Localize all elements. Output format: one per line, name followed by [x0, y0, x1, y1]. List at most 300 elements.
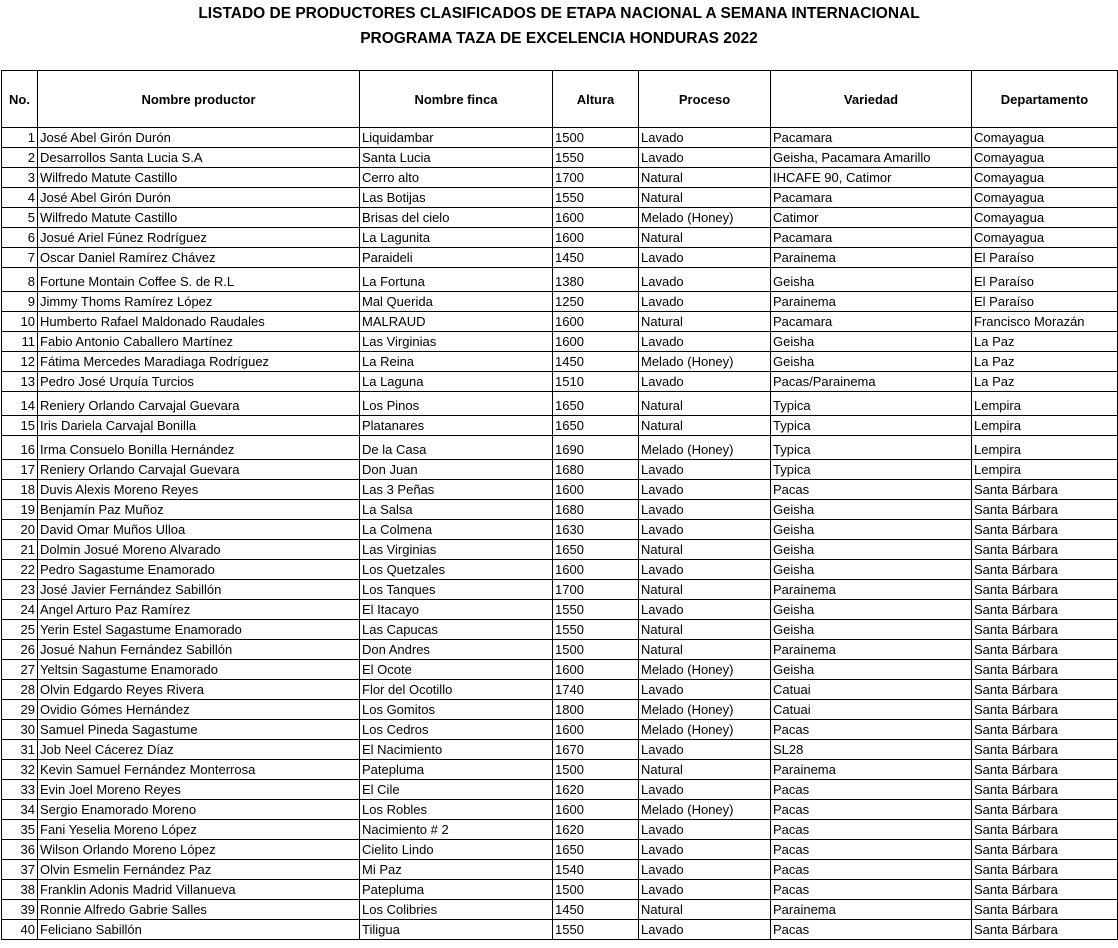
- cell-variety: Geisha: [771, 540, 972, 560]
- cell-altitude: 1250: [553, 292, 639, 312]
- cell-variety: Catimor: [771, 208, 972, 228]
- cell-farm-name: Tiligua: [360, 920, 553, 940]
- cell-row-number: 23: [2, 580, 38, 600]
- header-variety: Variedad: [771, 71, 972, 128]
- cell-variety: Parainema: [771, 640, 972, 660]
- cell-producer-name: Oscar Daniel Ramírez Chávez: [38, 248, 360, 268]
- cell-variety: Parainema: [771, 292, 972, 312]
- cell-altitude: 1500: [553, 880, 639, 900]
- cell-producer-name: Kevin Samuel Fernández Monterrosa: [38, 760, 360, 780]
- cell-producer-name: Fani Yeselia Moreno López: [38, 820, 360, 840]
- cell-farm-name: El Nacimiento: [360, 740, 553, 760]
- cell-process: Lavado: [639, 520, 771, 540]
- cell-altitude: 1600: [553, 800, 639, 820]
- cell-row-number: 34: [2, 800, 38, 820]
- cell-process: Natural: [639, 188, 771, 208]
- cell-row-number: 28: [2, 680, 38, 700]
- cell-variety: Pacas: [771, 920, 972, 940]
- cell-row-number: 40: [2, 920, 38, 940]
- table-header-row: [2, 71, 1118, 128]
- cell-variety: Typica: [771, 460, 972, 480]
- cell-variety: Pacamara: [771, 312, 972, 332]
- cell-row-number: 8: [2, 268, 38, 292]
- cell-row-number: 24: [2, 600, 38, 620]
- cell-producer-name: Sergio Enamorado Moreno: [38, 800, 360, 820]
- cell-department: Comayagua: [972, 168, 1118, 188]
- cell-altitude: 1620: [553, 820, 639, 840]
- cell-farm-name: Cerro alto: [360, 168, 553, 188]
- cell-process: Lavado: [639, 292, 771, 312]
- table-row: [2, 292, 1118, 312]
- cell-department: Santa Bárbara: [972, 580, 1118, 600]
- cell-process: Natural: [639, 640, 771, 660]
- cell-altitude: 1630: [553, 520, 639, 540]
- cell-altitude: 1600: [553, 480, 639, 500]
- table-body: [2, 128, 1118, 940]
- table-row: [2, 248, 1118, 268]
- cell-variety: Typica: [771, 416, 972, 436]
- table-row: [2, 208, 1118, 228]
- cell-variety: Geisha: [771, 660, 972, 680]
- cell-variety: Pacas: [771, 780, 972, 800]
- cell-producer-name: Wilson Orlando Moreno López: [38, 840, 360, 860]
- cell-farm-name: La Reina: [360, 352, 553, 372]
- cell-farm-name: La Lagunita: [360, 228, 553, 248]
- cell-farm-name: Mal Querida: [360, 292, 553, 312]
- table-row: [2, 228, 1118, 248]
- table-row: [2, 840, 1118, 860]
- cell-row-number: 27: [2, 660, 38, 680]
- cell-row-number: 37: [2, 860, 38, 880]
- cell-row-number: 4: [2, 188, 38, 208]
- cell-altitude: 1600: [553, 228, 639, 248]
- cell-altitude: 1380: [553, 268, 639, 292]
- cell-department: Lempira: [972, 460, 1118, 480]
- cell-process: Lavado: [639, 780, 771, 800]
- cell-department: Santa Bárbara: [972, 660, 1118, 680]
- cell-variety: Geisha: [771, 268, 972, 292]
- cell-department: Santa Bárbara: [972, 900, 1118, 920]
- cell-producer-name: Desarrollos Santa Lucia S.A: [38, 148, 360, 168]
- table-row: [2, 188, 1118, 208]
- cell-process: Natural: [639, 228, 771, 248]
- cell-altitude: 1550: [553, 920, 639, 940]
- cell-row-number: 21: [2, 540, 38, 560]
- cell-variety: Geisha: [771, 352, 972, 372]
- cell-row-number: 6: [2, 228, 38, 248]
- cell-process: Lavado: [639, 460, 771, 480]
- cell-department: La Paz: [972, 372, 1118, 392]
- cell-process: Natural: [639, 620, 771, 640]
- table-row: [2, 680, 1118, 700]
- table-row: [2, 660, 1118, 680]
- cell-altitude: 1550: [553, 620, 639, 640]
- cell-row-number: 31: [2, 740, 38, 760]
- cell-department: Santa Bárbara: [972, 620, 1118, 640]
- cell-farm-name: Flor del Ocotillo: [360, 680, 553, 700]
- cell-row-number: 11: [2, 332, 38, 352]
- table-row: [2, 920, 1118, 940]
- cell-row-number: 7: [2, 248, 38, 268]
- cell-variety: Pacas: [771, 860, 972, 880]
- cell-variety: Pacas: [771, 880, 972, 900]
- table-row: [2, 268, 1118, 292]
- cell-variety: Pacas: [771, 840, 972, 860]
- table-row: [2, 900, 1118, 920]
- cell-altitude: 1540: [553, 860, 639, 880]
- cell-altitude: 1650: [553, 392, 639, 416]
- cell-altitude: 1500: [553, 640, 639, 660]
- cell-process: Melado (Honey): [639, 700, 771, 720]
- cell-farm-name: Paraideli: [360, 248, 553, 268]
- cell-department: La Paz: [972, 352, 1118, 372]
- cell-altitude: 1800: [553, 700, 639, 720]
- cell-row-number: 12: [2, 352, 38, 372]
- table-row: [2, 312, 1118, 332]
- cell-farm-name: La Fortuna: [360, 268, 553, 292]
- cell-row-number: 35: [2, 820, 38, 840]
- cell-department: Lempira: [972, 392, 1118, 416]
- cell-variety: Typica: [771, 436, 972, 460]
- cell-variety: Pacas: [771, 820, 972, 840]
- cell-farm-name: Las Virginias: [360, 540, 553, 560]
- cell-altitude: 1700: [553, 580, 639, 600]
- cell-producer-name: Yeltsin Sagastume Enamorado: [38, 660, 360, 680]
- cell-process: Lavado: [639, 860, 771, 880]
- cell-row-number: 33: [2, 780, 38, 800]
- cell-row-number: 17: [2, 460, 38, 480]
- cell-farm-name: Brisas del cielo: [360, 208, 553, 228]
- table-row: [2, 800, 1118, 820]
- cell-farm-name: Las 3 Peñas: [360, 480, 553, 500]
- cell-farm-name: Las Botijas: [360, 188, 553, 208]
- cell-department: La Paz: [972, 332, 1118, 352]
- cell-process: Lavado: [639, 920, 771, 940]
- cell-row-number: 15: [2, 416, 38, 436]
- cell-altitude: 1600: [553, 332, 639, 352]
- cell-variety: Geisha: [771, 520, 972, 540]
- cell-altitude: 1650: [553, 540, 639, 560]
- table-row: [2, 332, 1118, 352]
- header-altitude: Altura: [553, 71, 639, 128]
- cell-department: Santa Bárbara: [972, 700, 1118, 720]
- cell-variety: Pacamara: [771, 188, 972, 208]
- cell-farm-name: MALRAUD: [360, 312, 553, 332]
- cell-producer-name: Fátima Mercedes Maradiaga Rodríguez: [38, 352, 360, 372]
- cell-process: Natural: [639, 392, 771, 416]
- cell-variety: Geisha: [771, 620, 972, 640]
- cell-producer-name: Josué Ariel Fúnez Rodríguez: [38, 228, 360, 248]
- cell-farm-name: Cielito Lindo: [360, 840, 553, 860]
- cell-producer-name: José Abel Girón Durón: [38, 128, 360, 148]
- cell-producer-name: Jimmy Thoms Ramírez López: [38, 292, 360, 312]
- cell-producer-name: Yerin Estel Sagastume Enamorado: [38, 620, 360, 640]
- cell-variety: Geisha, Pacamara Amarillo: [771, 148, 972, 168]
- cell-process: Lavado: [639, 600, 771, 620]
- cell-department: Lempira: [972, 416, 1118, 436]
- cell-process: Melado (Honey): [639, 660, 771, 680]
- table-row: [2, 480, 1118, 500]
- cell-producer-name: Franklin Adonis Madrid Villanueva: [38, 880, 360, 900]
- cell-producer-name: Feliciano Sabillón: [38, 920, 360, 940]
- cell-department: Francisco Morazán: [972, 312, 1118, 332]
- cell-department: Comayagua: [972, 208, 1118, 228]
- cell-row-number: 29: [2, 700, 38, 720]
- cell-farm-name: Los Colibries: [360, 900, 553, 920]
- cell-department: Santa Bárbara: [972, 740, 1118, 760]
- table-row: [2, 700, 1118, 720]
- cell-farm-name: La Colmena: [360, 520, 553, 540]
- cell-row-number: 38: [2, 880, 38, 900]
- cell-altitude: 1600: [553, 660, 639, 680]
- cell-variety: Pacas/Parainema: [771, 372, 972, 392]
- cell-variety: Pacas: [771, 720, 972, 740]
- cell-variety: Pacamara: [771, 128, 972, 148]
- cell-producer-name: Duvis Alexis Moreno Reyes: [38, 480, 360, 500]
- cell-process: Melado (Honey): [639, 800, 771, 820]
- cell-variety: Parainema: [771, 248, 972, 268]
- table-row: [2, 780, 1118, 800]
- table-row: [2, 540, 1118, 560]
- table-row: [2, 168, 1118, 188]
- cell-altitude: 1690: [553, 436, 639, 460]
- cell-producer-name: Humberto Rafael Maldonado Raudales: [38, 312, 360, 332]
- cell-process: Natural: [639, 168, 771, 188]
- cell-variety: Catuai: [771, 680, 972, 700]
- cell-farm-name: Los Cedros: [360, 720, 553, 740]
- table-row: [2, 880, 1118, 900]
- header-no: No.: [2, 71, 38, 128]
- cell-row-number: 10: [2, 312, 38, 332]
- cell-producer-name: David Omar Muños Ulloa: [38, 520, 360, 540]
- cell-process: Lavado: [639, 480, 771, 500]
- table-row: [2, 352, 1118, 372]
- cell-department: Comayagua: [972, 228, 1118, 248]
- cell-farm-name: Los Tanques: [360, 580, 553, 600]
- cell-variety: IHCAFE 90, Catimor: [771, 168, 972, 188]
- table-row: [2, 740, 1118, 760]
- table-row: [2, 560, 1118, 580]
- cell-farm-name: La Laguna: [360, 372, 553, 392]
- cell-row-number: 25: [2, 620, 38, 640]
- cell-row-number: 19: [2, 500, 38, 520]
- cell-department: Lempira: [972, 436, 1118, 460]
- cell-department: Santa Bárbara: [972, 760, 1118, 780]
- cell-producer-name: Reniery Orlando Carvajal Guevara: [38, 460, 360, 480]
- cell-department: Santa Bárbara: [972, 780, 1118, 800]
- cell-producer-name: Evin Joel Moreno Reyes: [38, 780, 360, 800]
- cell-process: Lavado: [639, 372, 771, 392]
- table-row: [2, 580, 1118, 600]
- cell-department: Santa Bárbara: [972, 500, 1118, 520]
- cell-department: Santa Bárbara: [972, 560, 1118, 580]
- cell-variety: SL28: [771, 740, 972, 760]
- table-row: [2, 460, 1118, 480]
- cell-producer-name: Wilfredo Matute Castillo: [38, 168, 360, 188]
- cell-process: Melado (Honey): [639, 352, 771, 372]
- cell-row-number: 32: [2, 760, 38, 780]
- cell-altitude: 1600: [553, 208, 639, 228]
- cell-farm-name: Las Virginias: [360, 332, 553, 352]
- table-row: [2, 128, 1118, 148]
- cell-farm-name: El Ocote: [360, 660, 553, 680]
- cell-altitude: 1680: [553, 460, 639, 480]
- cell-producer-name: Olvin Edgardo Reyes Rivera: [38, 680, 360, 700]
- cell-row-number: 30: [2, 720, 38, 740]
- cell-altitude: 1740: [553, 680, 639, 700]
- table-row: [2, 620, 1118, 640]
- cell-altitude: 1680: [553, 500, 639, 520]
- table-row: [2, 860, 1118, 880]
- cell-altitude: 1600: [553, 560, 639, 580]
- cell-altitude: 1700: [553, 168, 639, 188]
- cell-altitude: 1600: [553, 312, 639, 332]
- cell-farm-name: Las Capucas: [360, 620, 553, 640]
- cell-department: Santa Bárbara: [972, 920, 1118, 940]
- cell-farm-name: El Cile: [360, 780, 553, 800]
- table-row: [2, 520, 1118, 540]
- table-row: [2, 436, 1118, 460]
- cell-altitude: 1670: [553, 740, 639, 760]
- cell-producer-name: Angel Arturo Paz Ramírez: [38, 600, 360, 620]
- cell-altitude: 1550: [553, 188, 639, 208]
- table-row: [2, 640, 1118, 660]
- cell-farm-name: Mi Paz: [360, 860, 553, 880]
- cell-department: Santa Bárbara: [972, 680, 1118, 700]
- cell-department: El Paraíso: [972, 292, 1118, 312]
- cell-department: Santa Bárbara: [972, 720, 1118, 740]
- table-row: [2, 820, 1118, 840]
- cell-department: Santa Bárbara: [972, 520, 1118, 540]
- cell-producer-name: Pedro José Urquía Turcios: [38, 372, 360, 392]
- header-department: Departamento: [972, 71, 1118, 128]
- cell-department: Comayagua: [972, 188, 1118, 208]
- cell-row-number: 36: [2, 840, 38, 860]
- cell-row-number: 13: [2, 372, 38, 392]
- cell-row-number: 5: [2, 208, 38, 228]
- cell-farm-name: Don Juan: [360, 460, 553, 480]
- cell-farm-name: Don Andres: [360, 640, 553, 660]
- cell-department: Santa Bárbara: [972, 820, 1118, 840]
- cell-producer-name: Pedro Sagastume Enamorado: [38, 560, 360, 580]
- cell-farm-name: La Salsa: [360, 500, 553, 520]
- cell-altitude: 1450: [553, 352, 639, 372]
- cell-department: Santa Bárbara: [972, 480, 1118, 500]
- cell-department: El Paraíso: [972, 248, 1118, 268]
- cell-variety: Geisha: [771, 500, 972, 520]
- cell-producer-name: Josué Nahun Fernández Sabillón: [38, 640, 360, 660]
- cell-variety: Geisha: [771, 332, 972, 352]
- table-row: [2, 760, 1118, 780]
- cell-process: Natural: [639, 580, 771, 600]
- cell-producer-name: Samuel Pineda Sagastume: [38, 720, 360, 740]
- cell-department: Comayagua: [972, 148, 1118, 168]
- cell-altitude: 1600: [553, 720, 639, 740]
- cell-row-number: 26: [2, 640, 38, 660]
- table-row: [2, 148, 1118, 168]
- cell-department: Santa Bárbara: [972, 860, 1118, 880]
- cell-process: Lavado: [639, 500, 771, 520]
- cell-variety: Parainema: [771, 580, 972, 600]
- table-row: [2, 392, 1118, 416]
- cell-altitude: 1650: [553, 840, 639, 860]
- cell-process: Lavado: [639, 148, 771, 168]
- cell-producer-name: Reniery Orlando Carvajal Guevara: [38, 392, 360, 416]
- cell-variety: Typica: [771, 392, 972, 416]
- cell-variety: Pacas: [771, 480, 972, 500]
- cell-department: Comayagua: [972, 128, 1118, 148]
- cell-producer-name: Fortune Montain Coffee S. de R.L: [38, 268, 360, 292]
- cell-farm-name: Los Gomitos: [360, 700, 553, 720]
- cell-producer-name: Ovidio Gómes Hernández: [38, 700, 360, 720]
- cell-process: Lavado: [639, 880, 771, 900]
- cell-farm-name: Los Quetzales: [360, 560, 553, 580]
- cell-process: Melado (Honey): [639, 720, 771, 740]
- cell-department: Santa Bárbara: [972, 840, 1118, 860]
- document-subtitle: PROGRAMA TAZA DE EXCELENCIA HONDURAS 2022: [360, 30, 758, 47]
- cell-variety: Catuai: [771, 700, 972, 720]
- cell-row-number: 3: [2, 168, 38, 188]
- cell-department: Santa Bárbara: [972, 880, 1118, 900]
- cell-process: Lavado: [639, 268, 771, 292]
- document-title: LISTADO DE PRODUCTORES CLASIFICADOS DE ETAPA NACIONAL A SEMANA INTERNACIONAL: [198, 5, 920, 22]
- cell-row-number: 16: [2, 436, 38, 460]
- cell-process: Lavado: [639, 248, 771, 268]
- cell-producer-name: Benjamín Paz Muñoz: [38, 500, 360, 520]
- cell-variety: Parainema: [771, 900, 972, 920]
- cell-process: Lavado: [639, 840, 771, 860]
- table-row: [2, 416, 1118, 436]
- cell-row-number: 18: [2, 480, 38, 500]
- cell-producer-name: Job Neel Cácerez Díaz: [38, 740, 360, 760]
- header-process: Proceso: [639, 71, 771, 128]
- cell-farm-name: Los Robles: [360, 800, 553, 820]
- cell-variety: Parainema: [771, 760, 972, 780]
- cell-farm-name: Los Pinos: [360, 392, 553, 416]
- cell-row-number: 9: [2, 292, 38, 312]
- cell-variety: Geisha: [771, 600, 972, 620]
- cell-altitude: 1510: [553, 372, 639, 392]
- cell-farm-name: De la Casa: [360, 436, 553, 460]
- cell-department: Santa Bárbara: [972, 800, 1118, 820]
- cell-farm-name: Platanares: [360, 416, 553, 436]
- cell-row-number: 39: [2, 900, 38, 920]
- table-row: [2, 600, 1118, 620]
- cell-producer-name: Dolmin Josué Moreno Alvarado: [38, 540, 360, 560]
- cell-variety: Pacamara: [771, 228, 972, 248]
- cell-department: El Paraíso: [972, 268, 1118, 292]
- cell-producer-name: Irma Consuelo Bonilla Hernández: [38, 436, 360, 460]
- cell-producer-name: José Abel Girón Durón: [38, 188, 360, 208]
- table-row: [2, 720, 1118, 740]
- cell-altitude: 1450: [553, 900, 639, 920]
- cell-row-number: 22: [2, 560, 38, 580]
- cell-row-number: 20: [2, 520, 38, 540]
- cell-farm-name: Liquidambar: [360, 128, 553, 148]
- cell-farm-name: Patepluma: [360, 760, 553, 780]
- cell-altitude: 1550: [553, 600, 639, 620]
- cell-altitude: 1620: [553, 780, 639, 800]
- cell-altitude: 1650: [553, 416, 639, 436]
- cell-producer-name: Ronnie Alfredo Gabrie Salles: [38, 900, 360, 920]
- cell-producer-name: Wilfredo Matute Castillo: [38, 208, 360, 228]
- cell-producer-name: Iris Dariela Carvajal Bonilla: [38, 416, 360, 436]
- cell-process: Lavado: [639, 740, 771, 760]
- cell-row-number: 14: [2, 392, 38, 416]
- cell-process: Natural: [639, 900, 771, 920]
- cell-variety: Pacas: [771, 800, 972, 820]
- cell-department: Santa Bárbara: [972, 600, 1118, 620]
